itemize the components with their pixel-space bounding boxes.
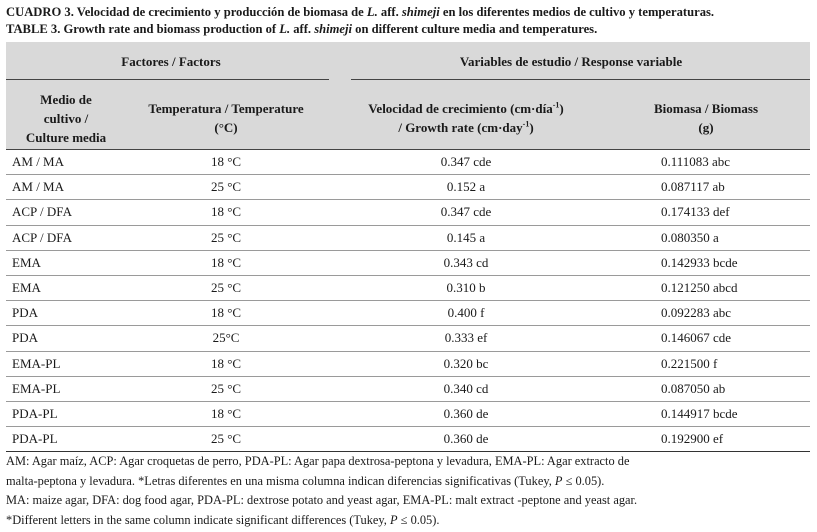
cell-growth-rate: 0.347 cde xyxy=(440,204,492,220)
cell-biomass: 0.192900 ef xyxy=(661,431,724,447)
cell-media: EMA-PL xyxy=(12,380,61,396)
cell-media: PDA-PL xyxy=(12,431,58,447)
table-row xyxy=(6,401,810,426)
cell-growth-rate: 0.360 de xyxy=(443,431,489,447)
cell-growth-rate: 0.343 cd xyxy=(443,254,489,270)
cell-growth-rate: 0.400 f xyxy=(447,305,485,321)
cell-temperature: 18 °C xyxy=(210,355,242,371)
cell-growth-rate: 0.347 cde xyxy=(440,154,492,169)
table-row xyxy=(6,426,810,452)
table-row xyxy=(6,300,810,325)
table-body xyxy=(6,149,810,452)
cell-temperature: 25 °C xyxy=(210,179,242,195)
group-divider-variables xyxy=(351,79,810,80)
cell-media: EMA xyxy=(12,254,41,270)
col-header-temperature: Temperatura / Temperature (°C) xyxy=(148,101,304,135)
table-row xyxy=(6,351,810,376)
cell-media: AM / MA xyxy=(12,154,65,169)
cell-temperature: 18 °C xyxy=(210,305,242,321)
cell-biomass: 0.121250 abcd xyxy=(661,279,738,295)
cell-biomass: 0.142933 bcde xyxy=(661,254,738,270)
cell-growth-rate: 0.340 cd xyxy=(443,380,489,396)
table-row xyxy=(6,376,810,401)
cell-biomass: 0.080350 a xyxy=(661,229,719,245)
cell-growth-rate: 0.320 bc xyxy=(443,355,489,371)
cell-growth-rate: 0.310 b xyxy=(446,279,486,295)
note-line: malta-peptona y levadura. *Letras diferentes en una misma columna indican diferencias significativas (Tukey, P ≤ 0.05). xyxy=(6,473,605,488)
table-header xyxy=(6,42,810,149)
cell-temperature: 25 °C xyxy=(210,380,242,396)
cell-media: PDA xyxy=(12,305,39,321)
cell-temperature: 18 °C xyxy=(210,154,242,169)
note-line: *Different letters in the same column indicate significant differences (Tukey, P ≤ 0.05). xyxy=(6,512,440,527)
cell-biomass: 0.111083 abc xyxy=(661,154,731,169)
cell-growth-rate: 0.360 de xyxy=(443,405,489,421)
data-table xyxy=(6,42,810,452)
group-divider-factors xyxy=(6,79,329,80)
note-line: AM: Agar maíz, ACP: Agar croquetas de perro, PDA-PL: Agar papa dextrosa-peptona y levadura, EMA-PL: Agar extracto de xyxy=(6,454,630,468)
cell-biomass: 0.087050 ab xyxy=(661,380,726,396)
cell-temperature: 18 °C xyxy=(210,254,242,270)
cell-biomass: 0.174133 def xyxy=(661,204,730,220)
table-row xyxy=(6,275,810,300)
table-row xyxy=(6,225,810,250)
cell-media: ACP / DFA xyxy=(12,204,72,220)
cell-growth-rate: 0.333 ef xyxy=(444,330,488,346)
table-row xyxy=(6,325,810,350)
table-notes xyxy=(6,452,814,530)
cell-media: PDA xyxy=(12,330,39,346)
cell-temperature: 18 °C xyxy=(210,405,242,421)
cell-media: EMA-PL xyxy=(12,355,61,371)
caption-english: TABLE 3. Growth rate and biomass production of L. aff. shimeji on different culture media and temperatures. xyxy=(6,22,598,36)
cell-biomass: 0.092283 abc xyxy=(661,305,732,321)
cell-temperature: 25°C xyxy=(212,330,240,346)
cell-biomass: 0.221500 f xyxy=(661,355,718,371)
table-row xyxy=(6,250,810,275)
cell-biomass: 0.087117 ab xyxy=(661,179,725,195)
cell-media: PDA-PL xyxy=(12,405,58,421)
cell-temperature: 25 °C xyxy=(210,279,242,295)
group-header-variables: Variables de estudio / Response variable xyxy=(459,54,683,69)
note-line: MA: maize agar, DFA: dog food agar, PDA-PL: dextrose potato and yeast agar, EMA-PL: malt extract -peptone and yeast agar. xyxy=(6,493,638,507)
table-caption xyxy=(6,4,814,38)
table-row xyxy=(6,174,810,199)
cell-media: EMA xyxy=(12,279,41,295)
cell-growth-rate: 0.145 a xyxy=(446,229,486,245)
cell-temperature: 25 °C xyxy=(210,431,242,447)
table-row xyxy=(6,149,810,174)
table-row xyxy=(6,199,810,224)
cell-media: ACP / DFA xyxy=(12,229,72,245)
cell-temperature: 18 °C xyxy=(210,204,242,220)
cell-temperature: 25 °C xyxy=(210,229,242,245)
cell-media: AM / MA xyxy=(12,179,65,195)
col-header-growth-rate: Velocidad de crecimiento (cm·día$^{-1}$) / Growth rate (cm·day$^{-1}$) xyxy=(368,100,564,135)
cell-biomass: 0.144917 bcde xyxy=(661,405,738,421)
caption-spanish: CUADRO 3. Velocidad de crecimiento y producción de biomasa de L. aff. shimeji en los diferentes medios de cultivo y temperaturas. xyxy=(6,5,715,19)
cell-growth-rate: 0.152 a xyxy=(446,179,486,195)
col-header-media: Medio de cultivo / Culture media xyxy=(25,92,107,145)
col-header-biomass: Biomasa / Biomass (g) xyxy=(653,101,758,135)
group-header-factors: Factores / Factors xyxy=(121,54,221,69)
cell-biomass: 0.146067 cde xyxy=(661,330,732,346)
